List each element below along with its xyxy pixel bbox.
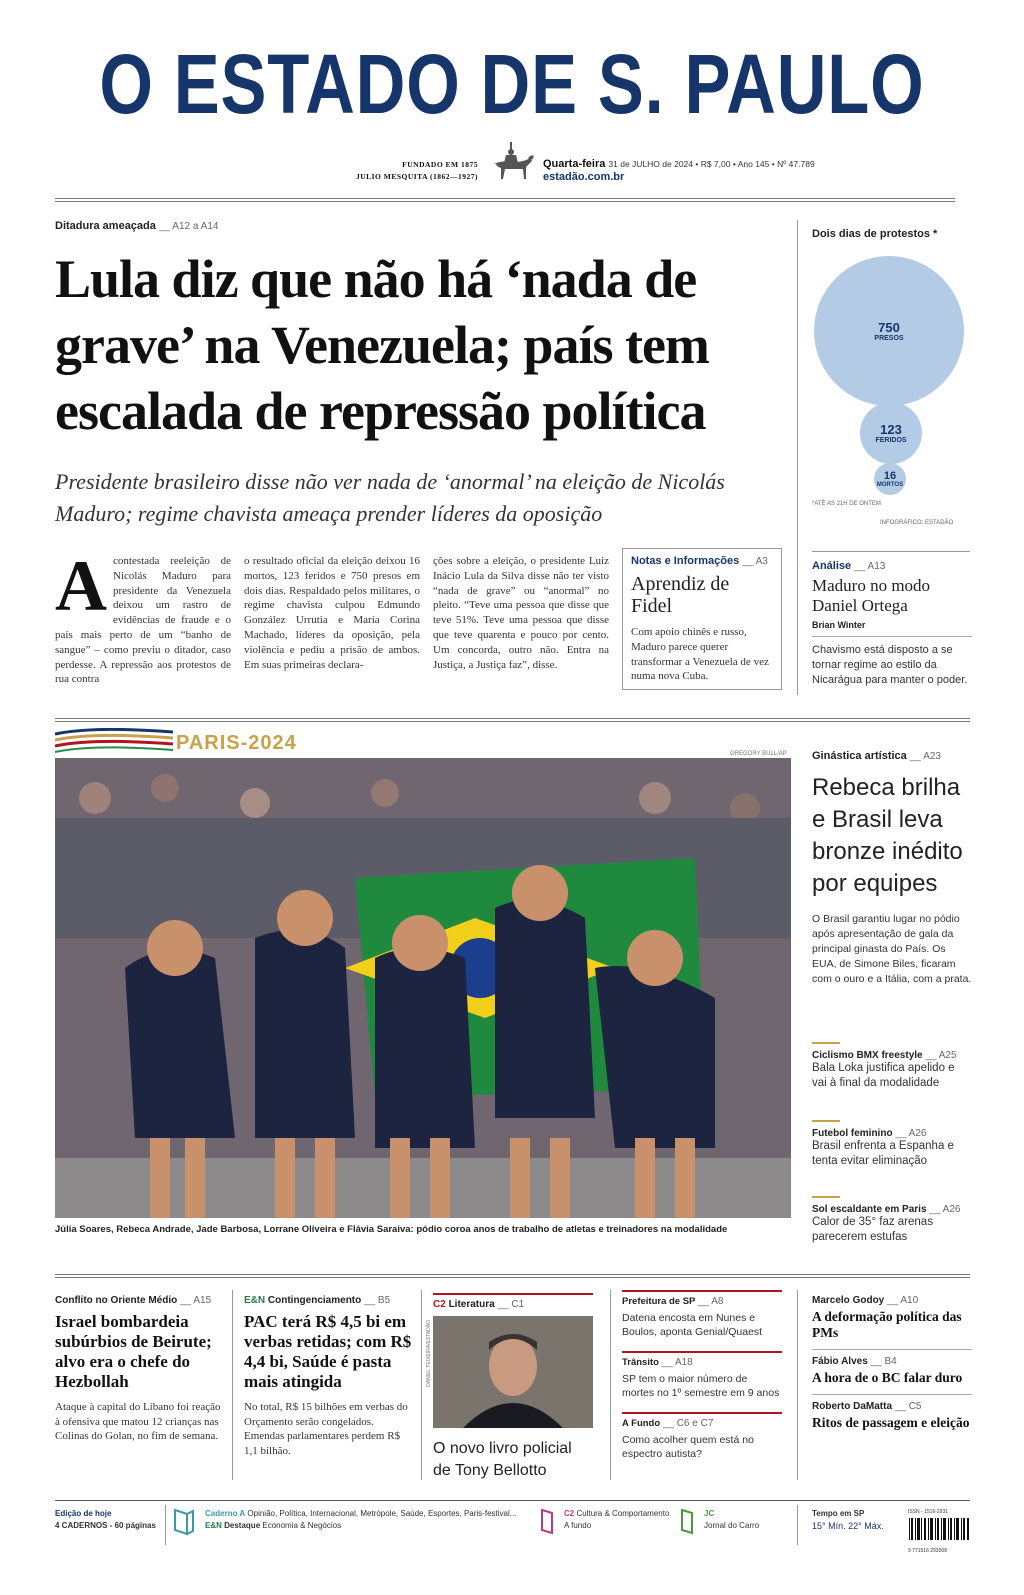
weather-min: 15° Mín.	[812, 1521, 846, 1531]
brief-body: SP tem o maior número de mortes no 1º semestre em 9 anos	[622, 1373, 780, 1399]
gym-body: O Brasil garantiu lugar no pódio após apresentação de gala da principal ginasta do País. Os EUA, de Simone Biles, ficaram com o ouro e a Itália, com a prata.	[812, 913, 972, 985]
feridos-bubble	[860, 402, 922, 464]
columnist-1[interactable]	[812, 1295, 972, 1341]
feridos-label: FERIDOS	[875, 437, 907, 444]
columnist-2[interactable]	[812, 1349, 972, 1386]
founded-info	[330, 159, 478, 183]
masthead-title: O ESTADO DE S. PAULO	[99, 37, 925, 131]
barcode-icon	[908, 1518, 970, 1540]
analysis-block[interactable]	[812, 560, 972, 688]
gym-title: Rebeca brilha e Brasil leva bronze inédito por equipes	[812, 774, 963, 897]
c2-ref: __ C1	[497, 1299, 525, 1310]
c2-story[interactable]	[433, 1293, 593, 1482]
lead-col-2: o resultado oficial da eleição deixou 16 mortos, 123 feridos e 750 presos em dois dias. Respaldado pelos militares, o regime chavista culpou Edmundo González Urrutia e María Corina Machado, líderes da oposição, pela violência e pediu a prisão de ambos. Em suas primeiras declara-	[244, 555, 420, 671]
side-brief-ref: __ A25	[925, 1050, 957, 1061]
columnist-ref: __ C5	[894, 1401, 922, 1412]
side-brief-body: Calor de 35° faz arenas parecerem estufas	[812, 1216, 933, 1243]
edition-info	[55, 1508, 165, 1532]
knight-logo-icon	[488, 140, 536, 186]
photo-credit: GREGORY BULL/AP	[730, 751, 787, 757]
barcode-issn: ISSN - 1516-2931	[908, 1509, 949, 1515]
notes-title: Aprendiz de Fidel	[631, 573, 730, 617]
pac-kicker-text: Contingenciamento	[267, 1295, 362, 1306]
photo-caption: Júlia Soares, Rebeca Andrade, Jade Barbosa, Lorrane Oliveira e Flávia Saraiva: pódio coroa anos de trabalho de atletas e treinadores na modalidade	[55, 1224, 728, 1235]
analysis-author: Brian Winter	[812, 620, 866, 630]
lead-col-3: ções sobre a eleição, o presidente Luiz Inácio Lula da Silva disse não ter visto “nada de grave” ou “anormal” no pleito. “Teve uma pessoa que disse que teve 51%. Teve uma pessoa que disse que teve quarenta e pouco por cento. Um concorda, outro não. Entra na Justiça, a Justiça faz”, disse.	[433, 555, 609, 671]
brief-ref: __ C6 e C7	[662, 1418, 714, 1429]
pac-story[interactable]	[244, 1295, 414, 1458]
pac-body: No total, R$ 15 bilhões em verbas do Orçamento serão congelados. Emendas parlamentares perdem R$ 1,1 bilhão.	[244, 1401, 408, 1457]
notes-kicker-text: Notas e Informações	[631, 555, 740, 567]
side-brief-2[interactable]	[812, 1120, 972, 1169]
bottom-rule-1	[232, 1290, 233, 1480]
columnist-3[interactable]	[812, 1394, 972, 1431]
lead-kicker	[55, 220, 218, 232]
edition-title: Edição de hoje	[55, 1509, 112, 1518]
bottom-rule-2	[421, 1290, 422, 1480]
caderno-a-info[interactable]	[205, 1508, 525, 1532]
masthead-divider	[55, 198, 955, 202]
side-brief-ref: __ A26	[895, 1128, 927, 1139]
israel-body: Ataque à capital do Líbano foi reação à ofensiva que matou 12 crianças nas Colinas do Golan, no fim de semana.	[55, 1401, 221, 1442]
brief-body: Datena encosta em Nunes e Boulos, aponta Genial/Quaest	[622, 1312, 763, 1338]
columnist-title: A deformação política das PMs	[812, 1309, 962, 1340]
side-brief-kicker-text: Futebol feminino	[812, 1128, 893, 1139]
side-brief-kicker-text: Sol escaldante em Paris	[812, 1204, 927, 1215]
pac-ref: __ B5	[364, 1295, 391, 1306]
mortos-label: MORTOS	[876, 482, 904, 488]
bottom-rule-3	[610, 1290, 611, 1480]
israel-kicker	[55, 1295, 225, 1306]
c2-photo-credit: DANIEL TEIXEIRA/ESTADÃO	[426, 1320, 432, 1387]
c2-kicker-text: Literatura	[448, 1299, 495, 1310]
caderno-a-label: Caderno A	[205, 1509, 246, 1518]
pac-kicker-en: E&N	[244, 1295, 266, 1306]
side-brief-kicker-text: Ciclismo BMX freestyle	[812, 1050, 923, 1061]
brief-ref: __ A8	[697, 1296, 724, 1307]
gymnasts-illustration	[55, 758, 791, 1218]
brief-item-3[interactable]	[622, 1412, 782, 1461]
jc-label: JC	[704, 1509, 715, 1518]
paris-label: PARIS-2024	[176, 732, 297, 754]
presos-bubble	[814, 256, 964, 406]
brief-kicker: Trânsito	[622, 1357, 659, 1368]
en-destaque: Destaque	[224, 1521, 261, 1530]
presos-label: PRESOS	[874, 335, 904, 342]
barcode-number: 9 771516 293009	[908, 1548, 947, 1554]
c2-kicker	[433, 1299, 593, 1310]
c2-body: Cultura & Comportamento	[576, 1509, 670, 1518]
c2-label: C2	[564, 1509, 575, 1518]
feridos-count: 123	[880, 422, 902, 437]
notes-kicker	[631, 555, 773, 567]
columnist-author: Roberto DaMatta	[812, 1401, 893, 1412]
side-brief-3[interactable]	[812, 1196, 972, 1245]
side-brief-body: Brasil enfrenta a Espanha e tenta evitar eliminação	[812, 1140, 954, 1167]
author-photo	[433, 1316, 593, 1428]
en-label: E&N	[205, 1521, 222, 1530]
analysis-body: Chavismo está disposto a se tornar regime ao estilo da Nicarágua para manter o poder.	[812, 636, 972, 688]
columnist-ref: __ B4	[870, 1356, 897, 1367]
columnist-author: Marcelo Godoy	[812, 1295, 885, 1306]
notes-ref: __ A3	[742, 556, 768, 567]
side-brief-body: Bala Loka justifica apelido e vai à final da modalidade	[812, 1062, 955, 1089]
analysis-divider	[812, 551, 970, 552]
en-body: Economia & Negócios	[262, 1521, 342, 1530]
israel-ref: __ A15	[180, 1295, 212, 1306]
mortos-bubble	[874, 463, 906, 495]
notes-body: Com apoio chinês e russo, Maduro parece querer transformar a Venezuela de vez numa nova Cuba.	[631, 626, 769, 683]
side-brief-1[interactable]	[812, 1042, 972, 1091]
paris-flag-icon	[55, 728, 173, 756]
weather-info	[812, 1508, 902, 1532]
footer-rule-2	[797, 1505, 798, 1545]
brief-kicker: Prefeitura de SP	[622, 1296, 696, 1307]
jc-body: Jornal do Carro	[704, 1521, 760, 1530]
israel-title: Israel bombardeia subúrbios de Beirute; alvo era o chefe do Hezbollah	[55, 1312, 212, 1391]
columnist-title: Ritos de passagem e eleição	[812, 1415, 970, 1430]
columnist-ref: __ A10	[887, 1295, 919, 1306]
c2-info[interactable]	[564, 1508, 684, 1532]
caderno-a-body: Opinião, Política, Internacional, Metrópole, Saúde, Esportes, Paris-festival...	[247, 1509, 517, 1518]
lead-headline[interactable]: Lula diz que não há ‘nada de grave’ na Venezuela; país tem escalada de repressão política	[55, 249, 709, 441]
columnists	[812, 1295, 972, 1431]
footer-rule-1	[165, 1505, 166, 1545]
c2-afundo: A fundo	[564, 1521, 592, 1530]
pac-title: PAC terá R$ 4,5 bi em verbas retidas; com R$ 4,4 bi, Saúde é pasta mais atingida	[244, 1312, 412, 1391]
gym-block[interactable]	[812, 750, 972, 987]
gym-kicker-text: Ginástica artística	[812, 750, 907, 762]
gym-ref: __ A23	[909, 751, 941, 762]
lead-col-1	[55, 554, 231, 694]
analysis-kicker	[812, 560, 972, 572]
barcode	[908, 1506, 970, 1557]
analysis-kicker-text: Análise	[812, 560, 852, 572]
c2-section-icon	[540, 1508, 558, 1536]
columnist-title: A hora de o BC falar duro	[812, 1370, 963, 1385]
bottom-rule-4	[797, 1290, 798, 1480]
side-brief-kicker	[812, 1128, 972, 1139]
jc-section-icon	[680, 1508, 698, 1536]
side-brief-kicker	[812, 1204, 972, 1215]
brief-kicker: A Fundo	[622, 1418, 661, 1429]
brief-item-1[interactable]	[622, 1290, 782, 1339]
c2-title: O novo livro policial de Tony Bellotto	[433, 1440, 572, 1479]
briefs-column	[622, 1290, 782, 1461]
notes-box[interactable]	[622, 548, 782, 690]
caderno-a-icon	[173, 1508, 195, 1536]
pac-kicker	[244, 1295, 414, 1306]
right-column-rule	[797, 220, 798, 695]
protests-credit: INFOGRÁFICO: ESTADÃO	[880, 520, 954, 526]
jc-info[interactable]	[704, 1508, 794, 1532]
analysis-title: Maduro no modo Daniel Ortega	[812, 576, 931, 615]
lead-col-1-text: contestada reeleição de Nicolás Maduro para presidente da Venezuela deixou um rastro de evidências de fraude e o país mais perto de um “banho de sangue” – como previu o ditador, caso perdesse. A repressão aos protestos de rua contra	[55, 555, 231, 686]
brief-ref: __ A18	[661, 1357, 693, 1368]
presos-count: 750	[878, 320, 900, 335]
paris-divider	[55, 718, 970, 722]
gym-kicker	[812, 750, 972, 762]
brief-item-2[interactable]	[622, 1351, 782, 1400]
israel-kicker-text: Conflito no Oriente Médio	[55, 1295, 178, 1306]
c2-kicker-c2: C2	[433, 1299, 446, 1310]
date-meta: 31 de JULHO de 2024 • R$ 7,00 • Ano 145 • Nº 47.789	[608, 159, 815, 169]
mortos-count: 16	[883, 470, 897, 482]
footer-divider	[55, 1500, 970, 1501]
side-brief-kicker	[812, 1050, 972, 1061]
weather-title: Tempo em SP	[812, 1509, 865, 1518]
lead-kicker-text: Ditadura ameaçada	[55, 220, 156, 232]
analysis-ref: __ A13	[854, 561, 886, 572]
columnist-author: Fábio Alves	[812, 1356, 868, 1367]
brief-body: Como acolher quem está no espectro autista?	[622, 1434, 754, 1460]
date-weekday: Quarta-feira	[543, 158, 606, 170]
lead-kicker-ref: __ A12 a A14	[158, 221, 219, 232]
site-link[interactable]: estadão.com.br	[543, 171, 625, 183]
protests-footnote: *ATÉ AS 21H DE ONTEM	[812, 501, 881, 507]
masthead-info	[543, 158, 815, 184]
founded-line-1: FUNDADO EM 1875	[402, 160, 478, 169]
lead-subhead: Presidente brasileiro disse não ver nada de ‘anormal’ na eleição de Nicolás Maduro; regime chavista ameaça prender líderes da oposição	[55, 469, 725, 526]
bottom-divider	[55, 1274, 970, 1278]
side-brief-ref: __ A26	[929, 1204, 961, 1215]
protests-title: Dois dias de protestos *	[812, 228, 938, 240]
founded-line-2: JULIO MESQUITA (1862—1927)	[355, 172, 478, 181]
edition-body: 4 CADERNOS - 60 páginas	[55, 1521, 156, 1530]
weather-max: 22° Máx.	[848, 1521, 884, 1531]
gymnasts-photo[interactable]	[55, 758, 791, 1218]
israel-story[interactable]	[55, 1295, 225, 1444]
dropcap: A	[55, 554, 107, 626]
